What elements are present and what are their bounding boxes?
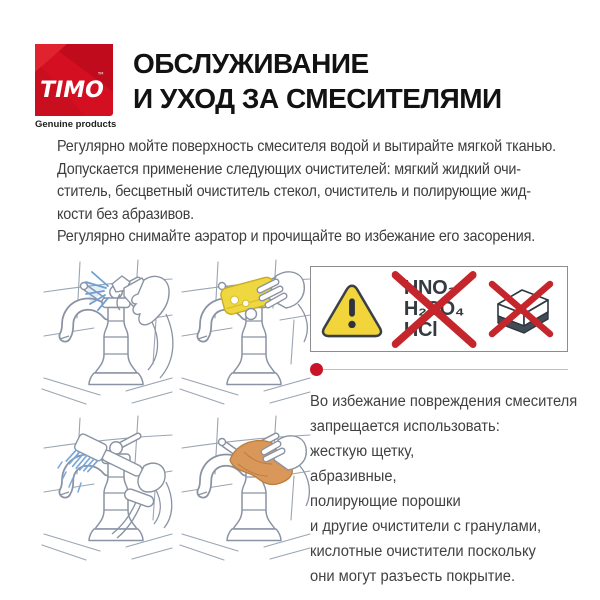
acid-formula: HNO₃ [403,276,457,299]
warning-box [310,266,568,352]
faucet-sponge-illustration [178,258,316,410]
faucet-cloth-illustration [178,414,316,566]
caution-line: жесткую щетку, [310,443,415,460]
page-title-line1: ОБСЛУЖИВАНИЕ [133,48,369,79]
page-title [133,46,502,116]
intro-paragraph [57,136,556,249]
cleaning-illustrations [40,258,316,570]
red-cross-icon [389,269,479,350]
red-dot-icon [310,363,323,376]
warning-triangle-icon [320,280,384,338]
caution-line: запрещается использовать: [310,418,500,435]
crossed-sponge-icon [484,278,558,340]
caution-line: абразивные, [310,468,397,485]
prohibitions-column [310,266,578,589]
timo-logo-icon [35,44,113,116]
caution-line: полирующие порошки [310,493,461,510]
logo-tm-mark: ™ [97,71,105,80]
caution-line: и другие очистители с гранулами, [310,518,542,535]
faucet-spray-bottle-illustration [40,258,178,410]
caution-line: Во избежание повреждения смесителя [310,393,578,410]
forbidden-acids [401,278,467,341]
intro-line: кости без абразивов. [57,205,195,223]
acid-formula: HCl [403,318,438,341]
logo-brand-text: TIMO [40,78,104,103]
logo-tagline: Genuine products [35,119,117,130]
page-title-line2: И УХОД ЗА СМЕСИТЕЛЯМИ [133,83,502,114]
timo-logo [35,44,117,130]
red-line [323,369,568,371]
caution-text [310,389,578,589]
red-accent-divider [310,363,568,376]
caution-line: кислотные очистители поскольку [310,543,536,560]
intro-line: Допускается применение следующих очистителей: мягкий жидкий очи- [57,160,521,178]
caution-line: они могут разъесть покрытие. [310,568,516,585]
acid-formula: H₂SO₄ [403,297,465,320]
intro-line: Регулярно снимайте аэратор и прочищайте во избежание его засорения. [57,228,536,246]
intro-line: Регулярно мойте поверхность смесителя водой и вытирайте мягкой тканью. [57,138,556,155]
faucet-brush-illustration [40,414,178,566]
intro-line: ститель, бесцветный очиститель стекол, очиститель и полирующие жид- [57,183,531,201]
